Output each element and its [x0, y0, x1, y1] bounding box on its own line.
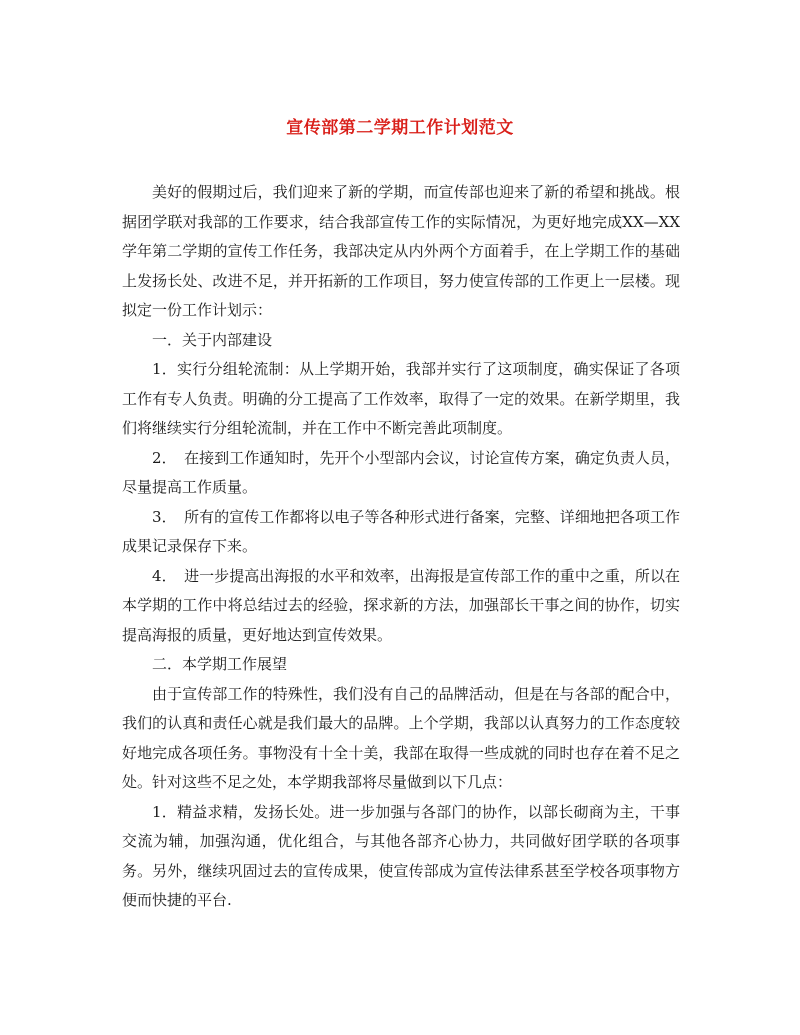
intro-paragraph: 美好的假期过后，我们迎来了新的学期，而宣传部也迎来了新的希望和挑战。根据团学联对我部的工作要求，结合我部宣传工作的实际情况，为更好地完成XX—XX学年第二学期的宣传工作任务，我部决定从内外两个方面着手，在上学期工作的基础上发扬长处、改进不足，并开拓新的工作项目，努力使宣传部的工作更上一层楼。现拟定一份工作计划示：	[122, 183, 680, 319]
document-title: 宣传部第二学期工作计划范文	[286, 118, 514, 138]
outlook-item-1: 1．精益求精，发扬长处。进一步加强与各部门的协作，以部长砌商为主，干事交流为辅，加强沟通，优化组合，与其他各部齐心协力，共同做好团学联的各项事务。另外，继续巩固过去的宣传成果，使宣传部成为宣传法律系甚至学校各项事物方便而快捷的平台.	[122, 802, 680, 909]
internal-item-4: 4． 进一步提高出海报的水平和效率，出海报是宣传部工作的重中之重，所以在本学期的工作中将总结过去的经验，探求新的方法，加强部长干事之间的协作，切实提高海报的质量，更好地达到宣传效果。	[122, 566, 680, 644]
section-heading-internal: 一．关于内部建设	[152, 330, 273, 349]
internal-item-3: 3． 所有的宣传工作都将以电子等各种形式进行备案，完整、详细地把各项工作成果记录保存下来。	[122, 507, 680, 555]
document-body	[122, 178, 680, 916]
outlook-paragraph: 由于宣传部工作的特殊性，我们没有自己的品牌活动，但是在与各部的配合中，我们的认真和责任心就是我们最大的品牌。上个学期，我部以认真努力的工作态度较好地完成各项任务。事物没有十全十美，我部在取得一些成就的同时也存在着不足之处。针对这些不足之处，本学期我部将尽量做到以下几点：	[122, 684, 680, 791]
internal-item-2: 2． 在接到工作通知时，先开个小型部内会议，讨论宣传方案，确定负责人员，尽量提高工作质量。	[122, 448, 680, 496]
section-heading-outlook: 二．本学期工作展望	[152, 655, 288, 673]
internal-item-1: 1．实行分组轮流制：从上学期开始，我部并实行了这项制度，确实保证了各项工作有专人负责。明确的分工提高了工作效率，取得了一定的效果。在新学期里，我们将继续实行分组轮流制，并在工作中不断完善此项制度。	[122, 360, 680, 437]
